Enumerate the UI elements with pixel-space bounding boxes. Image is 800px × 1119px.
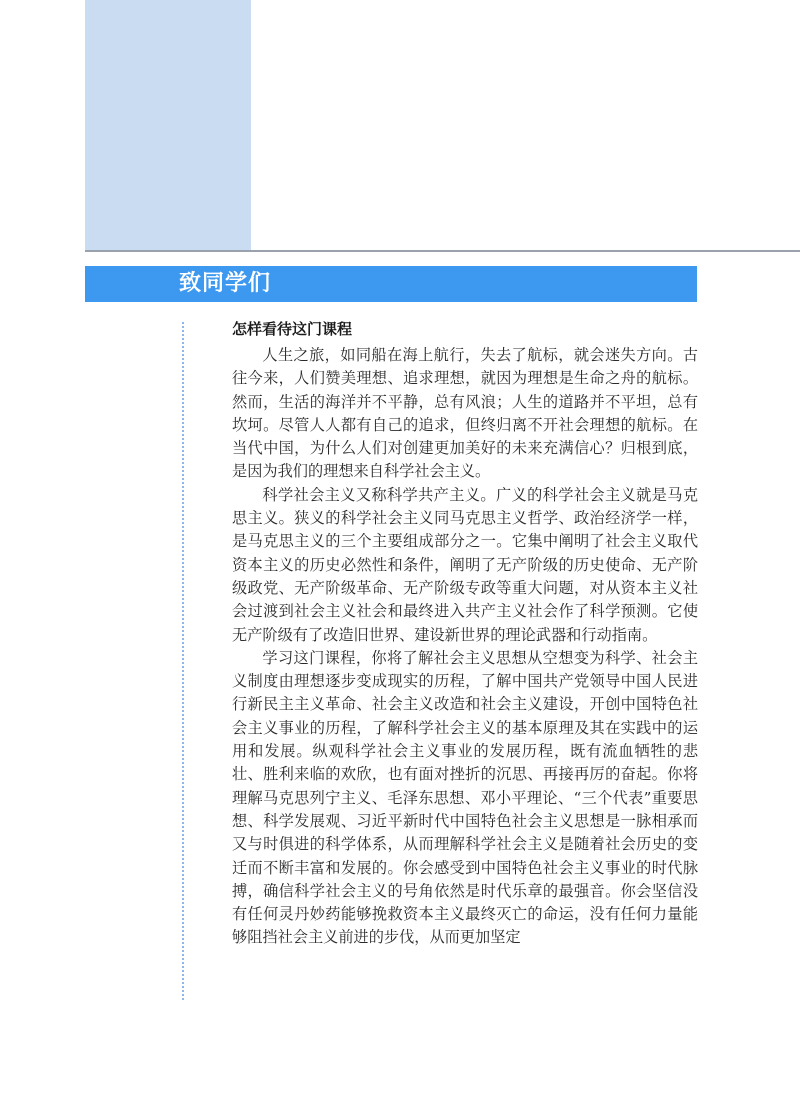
paragraph: 人生之旅，如同船在海上航行，失去了航标，就会迷失方向。古往今来，人们赞美理想、追求理想，就因为理想是生命之舟的航标。然而，生活的海洋并不平静，总有风浪；人生的道路并不平坦，总有坎坷。尽管人人都有自己的追求，但终归离不开社会理想的航标。在当代中国，为什么人们对创建更加美好的未来充满信心？归根到底，是因为我们的理想来自科学社会主义。	[232, 346, 698, 481]
chapter-title-bar	[85, 266, 697, 302]
paragraph: 学习这门课程，你将了解社会主义思想从空想变为科学、社会主义制度由理想逐步变成现实的历程，了解中国共产党领导中国人民进行新民主主义革命、社会主义改造和社会主义建设，开创中国特色社会主义事业的历程，了解科学社会主义的基本原理及其在实践中的运用和发展。纵观科学社会主义事业的发展历程，既有流血牺牲的悲壮、胜利来临的欢欣，也有面对挫折的沉思、再接再厉的奋起。你将理解马克思列宁主义、毛泽东思想、邓小平理论、“三个代表”重要思想、科学发展观、习近平新时代中国特色社会主义思想是一脉相承而又与时俱进的科学体系，从而理解科学社会主义是随着社会历史的变迁而不断丰富和发展的。你会感受到中国特色社会主义事业的时代脉搏，确信科学社会主义的号角依然是时代乐章的最强音。你会坚信没有任何灵丹妙药能够挽救资本主义最终灭亡的命运，没有任何力量能够阻挡社会主义前进的步伐，从而更加坚定	[232, 648, 698, 947]
section-heading: 怎样看待这门课程	[232, 320, 353, 338]
header-divider	[85, 250, 800, 252]
decorative-header-block	[85, 0, 251, 250]
page-title: 致同学们	[179, 271, 272, 296]
body-text	[232, 344, 698, 950]
margin-dotted-rule	[182, 322, 184, 1000]
paragraph: 科学社会主义又称科学共产主义。广义的科学社会主义就是马克思主义。狭义的科学社会主义同马克思主义哲学、政治经济学一样，是马克思主义的三个主要组成部分之一。它集中阐明了社会主义取代资本主义的历史必然性和条件，阐明了无产阶级的历史使命、无产阶级政党、无产阶级革命、无产阶级专政等重大问题，对从资本主义社会过渡到社会主义社会和最终进入共产主义社会作了科学预测。它使无产阶级有了改造旧世界、建设新世界的理论武器和行动指南。	[232, 485, 698, 644]
